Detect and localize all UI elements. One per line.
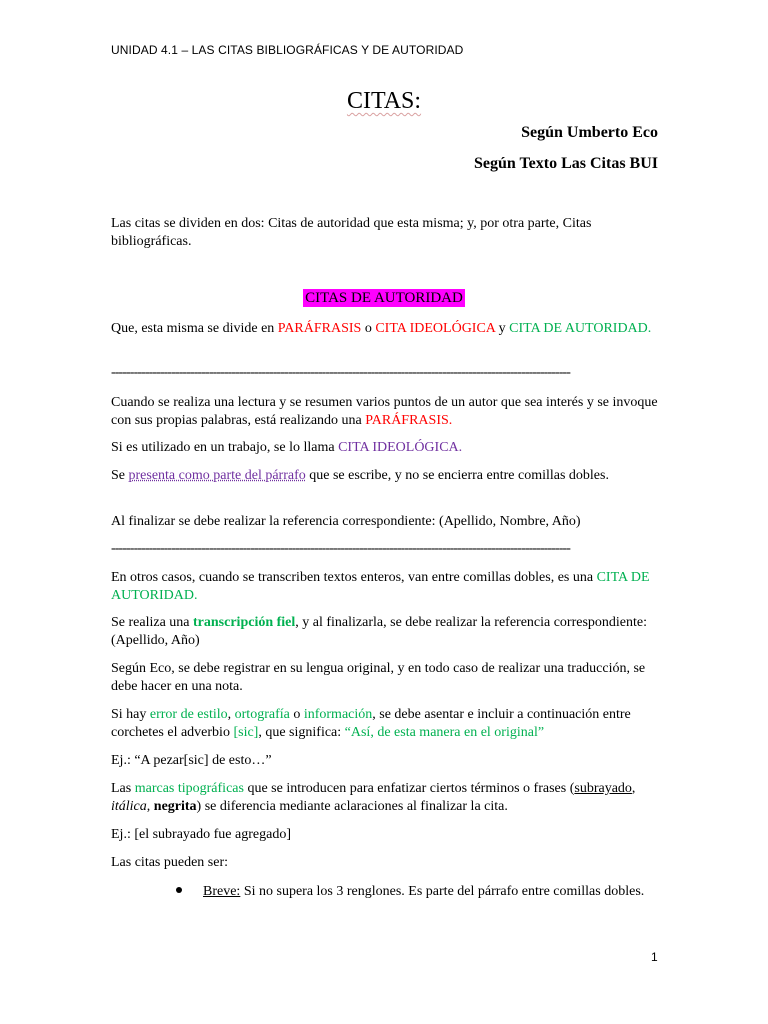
- bullet-icon: [176, 887, 182, 893]
- paragraph-referencia: Al finalizar se debe realizar la referencia correspondiente: (Apellido, Nombre, Año): [111, 514, 581, 529]
- paragraph-parafrasis: Cuando se realiza una lectura y se resumen varios puntos de un autor que sea interés y se invoque con sus propias palabras, está realizando una PARÁFRASIS.: [111, 395, 658, 428]
- paragraph-sic: Si hay error de estilo, ortografía o información, se debe asentar e incluir a continuación entre corchetes el adverbio [sic], que significa: “Así, de esta manera en el original”: [111, 707, 631, 740]
- paragraph-presenta: Se presenta como parte del párrafo que se escribe, y no se encierra entre comillas dobles.: [111, 468, 609, 483]
- page-number: 1: [651, 950, 658, 964]
- example-subrayado: Ej.: [el subrayado fue agregado]: [111, 827, 291, 842]
- paragraph-transcripcion: Se realiza una transcripción fiel, y al finalizarla, se debe realizar la referencia correspondiente: (Apellido, Año): [111, 615, 648, 648]
- document-title: CITAS:: [346, 88, 422, 114]
- list-item-breve: Breve: Si no supera los 3 renglones. Es parte del párrafo entre comillas dobles.: [203, 884, 645, 899]
- paragraph-eco: Según Eco, se debe registrar en su lengua original, y en todo caso de realizar una traducción, se debe hacer en una nota.: [111, 661, 646, 694]
- subtitle-texto-citas: Según Texto Las Citas BUI: [473, 155, 658, 172]
- paragraph-citas-pueden-ser: Las citas pueden ser:: [111, 855, 229, 870]
- page-header: UNIDAD 4.1 – LAS CITAS BIBLIOGRÁFICAS Y DE AUTORIDAD: [111, 43, 464, 57]
- paragraph-divisions: Que, esta misma se divide en PARÁFRASIS o CITA IDEOLÓGICA y CITA DE AUTORIDAD.: [111, 321, 652, 336]
- paragraph-cita-autoridad: En otros casos, cuando se transcriben textos enteros, van entre comillas dobles, es una CITA DE AUTORIDAD.: [111, 570, 650, 603]
- separator-line-2: --------------------------------------------------------------------------------------------------------------------------: [111, 541, 570, 556]
- separator-line: --------------------------------------------------------------------------------------------------------------------------: [111, 365, 570, 380]
- paragraph-cita-ideologica: Si es utilizado en un trabajo, se lo llama CITA IDEOLÓGICA.: [111, 440, 463, 455]
- intro-paragraph: Las citas se dividen en dos: Citas de autoridad que esta misma; y, por otra parte, Citas bibliográficas.: [111, 216, 592, 249]
- subtitle-umberto-eco: Según Umberto Eco: [521, 124, 658, 141]
- example-sic: Ej.: “A pezar[sic] de esto…”: [111, 753, 272, 768]
- section-heading: CITAS DE AUTORIDAD: [305, 290, 463, 306]
- paragraph-marcas: Las marcas tipográficas que se introducen para enfatizar ciertos términos o frases (subrayado, itálica, negrita) se diferencia mediante aclaraciones al finalizar la cita.: [111, 781, 636, 814]
